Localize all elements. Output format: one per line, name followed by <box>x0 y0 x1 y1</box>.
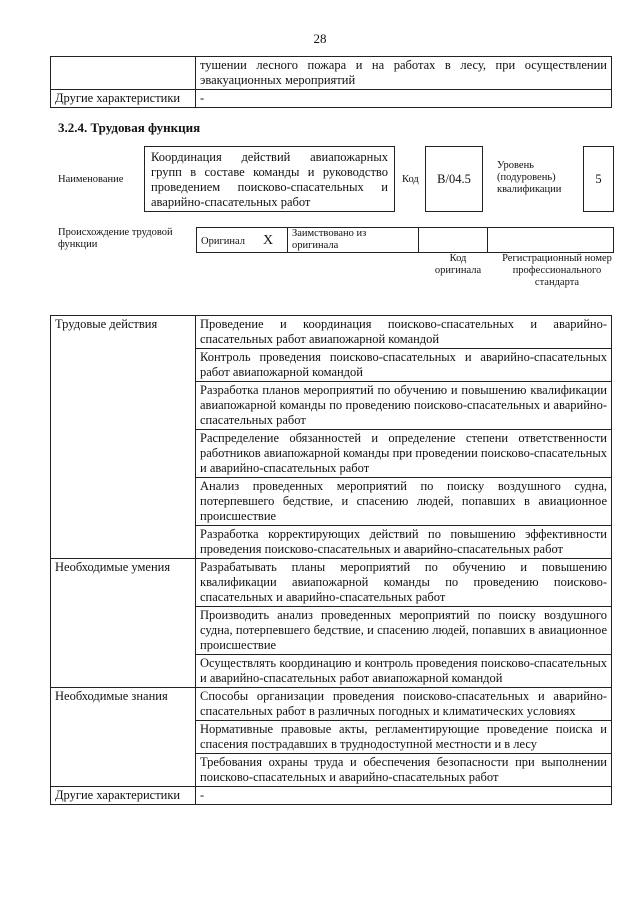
other-characteristics-value: - <box>196 787 612 805</box>
qualification-level-label: Уровень (подуровень) квалификации <box>497 160 562 195</box>
required-knowledge-label: Необходимые знания <box>51 688 196 787</box>
name-label: Наименование <box>58 174 124 185</box>
registration-caption: Регистрационный номер профессионального стандарта <box>502 253 612 288</box>
section-title: 3.2.4. Трудовая функция <box>58 120 201 135</box>
labor-action: Распределение обязанностей и определение степени ответственности работников авиапожарной команды при проведении поисково-спасательных и аварийно-спасательных работ <box>196 430 612 478</box>
continuation-text: тушении лесного пожара и на работах в лесу, при осуществлении эвакуационных мероприятий <box>196 57 612 90</box>
labor-function-table <box>50 315 612 805</box>
registration-number-cell <box>488 228 614 253</box>
required-skill: Разрабатывать планы мероприятий по обучению и повышению квалификации авиапожарной команды по проведению поисково-спасательных и аварийно-спасательных работ <box>196 559 612 607</box>
origin-code-cell <box>419 228 488 253</box>
code-original-caption: Код оригинала <box>434 253 482 276</box>
original-label: Оригинал <box>201 236 245 247</box>
origin-label: Происхождение трудовой функции <box>58 227 173 250</box>
other-characteristics-label: Другие характеристики <box>51 787 196 805</box>
labor-action: Контроль проведения поисково-спасательных и аварийно-спасательных работ авиапожарной командой <box>196 349 612 382</box>
page-number: 28 <box>313 31 327 46</box>
required-knowledge: Способы организации проведения поисково-спасательных и аварийно-спасательных работ в различных погодных и климатических условиях <box>196 688 612 721</box>
other-characteristics-value: - <box>196 90 612 108</box>
origin-table <box>196 227 614 253</box>
function-code: В/04.5 <box>425 146 483 212</box>
required-skill: Производить анализ проведенных мероприятий по поиску воздушного судна, потерпевшего бедствие, и спасению людей, попавших в авиационное происшествие <box>196 607 612 655</box>
labor-actions-label: Трудовые действия <box>51 316 196 559</box>
required-knowledge: Нормативные правовые акты, регламентирующие проведение поиска и спасения пострадавших в труднодоступной местности и в лесу <box>196 721 612 754</box>
continuation-table <box>50 56 612 108</box>
original-mark: X <box>263 233 274 248</box>
labor-action: Проведение и координация поисково-спасательных и аварийно-спасательных работ авиапожарной командой <box>196 316 612 349</box>
required-skill: Осуществлять координацию и контроль проведения поисково-спасательных и аварийно-спасательных работ авиапожарной командой <box>196 655 612 688</box>
labor-action: Анализ проведенных мероприятий по поиску воздушного судна, потерпевшего бедствие, и спасению людей, попавших в авиационное происшествие <box>196 478 612 526</box>
labor-action: Разработка корректирующих действий по повышению эффективности проведения поисково-спасательных и аварийно-спасательных работ <box>196 526 612 559</box>
labor-action: Разработка планов мероприятий по обучению и повышению квалификации авиапожарной команды по проведению поисково-спасательных и аварийно-спасательных работ <box>196 382 612 430</box>
code-label: Код <box>402 174 419 185</box>
borrowed-label: Заимствовано из оригинала <box>288 228 419 253</box>
function-name: Координация действий авиапожарных групп в составе команды и руководство проведением поисково-спасательных и аварийно-спасательных работ <box>144 146 395 212</box>
required-knowledge: Требования охраны труда и обеспечения безопасности при выполнении поисково-спасательных и аварийно-спасательных работ <box>196 754 612 787</box>
other-characteristics-label: Другие характеристики <box>51 90 196 108</box>
qualification-level: 5 <box>583 146 614 212</box>
required-skills-label: Необходимые умения <box>51 559 196 688</box>
